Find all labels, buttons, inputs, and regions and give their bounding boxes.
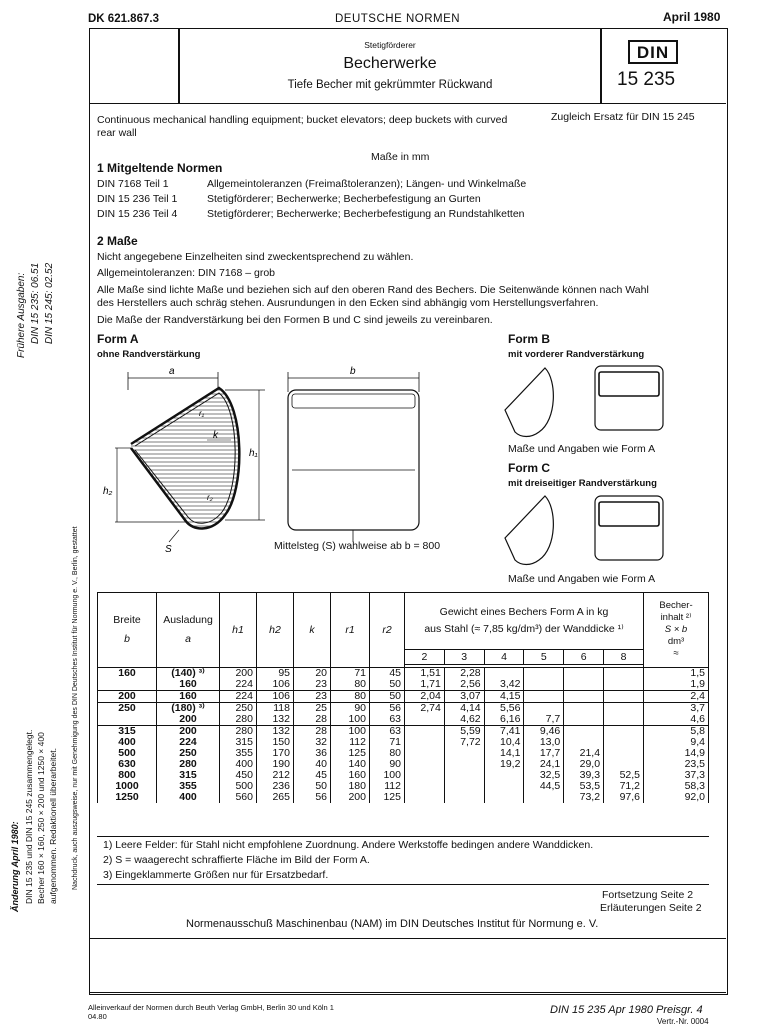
cell-r1: 140 xyxy=(331,759,370,770)
cell-weight xyxy=(604,691,644,703)
cell-b: 630 xyxy=(98,759,157,770)
cell-weight: 7,7 xyxy=(524,714,564,726)
cell-weight: 1,71 xyxy=(405,679,445,691)
cell-h1: 200 xyxy=(220,668,257,680)
cell-weight xyxy=(524,679,564,691)
cell-k: 32 xyxy=(294,737,331,748)
cell-weight xyxy=(524,691,564,703)
cell-weight xyxy=(484,792,524,803)
cell-weight: 9,46 xyxy=(524,726,564,738)
ref-1-code: DIN 7168 Teil 1 xyxy=(97,178,169,190)
col-h1: h1 xyxy=(220,593,257,668)
cell-volume: 5,8 xyxy=(644,726,709,738)
margin-fruehere-1: DIN 15 235: 06.51 xyxy=(30,262,41,344)
cell-b xyxy=(98,679,157,691)
form-a-side-view xyxy=(103,366,265,555)
cell-h2: 150 xyxy=(257,737,294,748)
cell-h1: 224 xyxy=(220,679,257,691)
cell-weight: 13,0 xyxy=(524,737,564,748)
cell-volume: 3,7 xyxy=(644,703,709,715)
col-t5: 5 xyxy=(524,650,564,665)
cell-volume: 58,3 xyxy=(644,781,709,792)
cell-weight xyxy=(444,748,484,759)
col-a-symbol: a xyxy=(185,633,191,645)
cell-weight xyxy=(405,759,445,770)
dim-h2-label: h₂ xyxy=(103,486,113,497)
cell-k: 56 xyxy=(294,792,331,803)
cell-a: 200 xyxy=(157,714,220,726)
col-gewicht-line2: aus Stahl (≈ 7,85 kg/dm³) der Wanddicke ¹⁾ xyxy=(424,623,624,635)
col-gewicht xyxy=(405,593,644,650)
header-center: DEUTSCHE NORMEN xyxy=(335,13,461,25)
cell-weight xyxy=(564,691,604,703)
cell-weight xyxy=(564,668,604,680)
cell-b: 1250 xyxy=(98,792,157,803)
cell-h1: 450 xyxy=(220,770,257,781)
form-a-label: Form A xyxy=(97,332,139,346)
din-logo-text: DIN xyxy=(636,43,670,62)
cell-h1: 355 xyxy=(220,748,257,759)
col-inhalt-4: dm³ xyxy=(667,636,685,647)
dim-b-label: b xyxy=(350,366,356,377)
cell-weight: 52,5 xyxy=(604,770,644,781)
cell-weight: 97,6 xyxy=(604,792,644,803)
cell-r1: 125 xyxy=(331,748,370,759)
cell-weight xyxy=(604,703,644,715)
section2-p1: Nicht angegebene Einzelheiten sind zweckentsprechend zu wählen. xyxy=(97,251,414,263)
col-r2: r2 xyxy=(370,593,405,668)
cell-a: 400 xyxy=(157,792,220,803)
cell-weight: 17,7 xyxy=(524,748,564,759)
cell-b: 250 xyxy=(98,703,157,715)
cell-weight xyxy=(564,679,604,691)
cell-weight xyxy=(564,726,604,738)
margin-aend-1: DIN 15 235 und DIN 15 245 zusammengelegt. xyxy=(24,729,34,904)
cell-r2: 112 xyxy=(370,781,405,792)
cell-k: 20 xyxy=(294,668,331,680)
cell-r1: 112 xyxy=(331,737,370,748)
cell-k: 23 xyxy=(294,691,331,703)
cell-r2: 80 xyxy=(370,748,405,759)
cell-volume: 37,3 xyxy=(644,770,709,781)
s-label: S xyxy=(165,544,172,555)
margin-aend-2: Becher 160 × 160, 250 × 200 und 1250 × 400 xyxy=(36,732,46,904)
section2-p2: Allgemeintoleranzen: DIN 7168 – grob xyxy=(97,267,276,279)
cell-weight: 2,56 xyxy=(444,679,484,691)
form-c-sub: mit dreiseitiger Randverstärkung xyxy=(508,478,657,489)
cell-k: 40 xyxy=(294,759,331,770)
section2-heading: 2 Maße xyxy=(97,234,138,248)
cell-r1: 80 xyxy=(331,679,370,691)
cell-k: 50 xyxy=(294,781,331,792)
col-ausladung-label: Ausladung xyxy=(163,614,213,626)
form-c-drawing xyxy=(505,496,663,565)
table-body xyxy=(98,668,709,804)
cell-a: 160 xyxy=(157,691,220,703)
cell-r2: 56 xyxy=(370,703,405,715)
cell-weight: 7,41 xyxy=(484,726,524,738)
units-note: Maße in mm xyxy=(371,151,430,163)
cell-weight: 53,5 xyxy=(564,781,604,792)
ref-2-text: Stetigförderer; Becherwerke; Becherbefestigung an Gurten xyxy=(207,193,481,205)
cell-weight xyxy=(405,748,445,759)
cell-h2: 106 xyxy=(257,691,294,703)
col-k: k xyxy=(294,593,331,668)
cell-h1: 224 xyxy=(220,691,257,703)
footnote-2: 2) S = waagerecht schraffierte Fläche im Bild der Form A. xyxy=(103,854,370,866)
col-t3: 3 xyxy=(444,650,484,665)
cell-a: 315 xyxy=(157,770,220,781)
col-inhalt-2: inhalt ²⁾ xyxy=(660,612,692,623)
page-subtitle: Tiefe Becher mit gekrümmter Rückwand xyxy=(287,79,493,91)
cell-weight xyxy=(564,714,604,726)
cell-weight xyxy=(604,668,644,680)
cell-r1: 71 xyxy=(331,668,370,680)
ref-3-code: DIN 15 236 Teil 4 xyxy=(97,208,178,220)
section2-p4: Die Maße der Randverstärkung bei den Formen B und C sind jeweils zu vereinbaren. xyxy=(97,314,493,326)
cell-volume: 9,4 xyxy=(644,737,709,748)
cell-weight xyxy=(405,792,445,803)
continuation-1: Fortsetzung Seite 2 xyxy=(602,889,694,901)
cell-weight: 10,4 xyxy=(484,737,524,748)
col-t4: 4 xyxy=(484,650,524,665)
committee: Normenausschuß Maschinenbau (NAM) im DIN Deutsches Institut für Normung e. V. xyxy=(186,918,599,930)
cell-b: 160 xyxy=(98,668,157,680)
cell-b: 200 xyxy=(98,691,157,703)
cell-volume: 1,5 xyxy=(644,668,709,680)
cell-weight: 6,16 xyxy=(484,714,524,726)
margin-aenderung: Änderung April 1980: xyxy=(10,821,20,912)
cell-r2: 90 xyxy=(370,759,405,770)
dim-h1-label: h₁ xyxy=(249,448,258,459)
cell-weight: 21,4 xyxy=(564,748,604,759)
cell-k: 28 xyxy=(294,726,331,738)
cell-r2: 100 xyxy=(370,770,405,781)
cell-weight: 5,59 xyxy=(444,726,484,738)
cell-weight: 2,74 xyxy=(405,703,445,715)
table-row xyxy=(98,792,709,803)
cell-weight xyxy=(444,792,484,803)
col-r1: r1 xyxy=(331,593,370,668)
cell-h1: 250 xyxy=(220,703,257,715)
cell-k: 45 xyxy=(294,770,331,781)
cell-r1: 90 xyxy=(331,703,370,715)
cell-h2: 132 xyxy=(257,726,294,738)
cell-weight xyxy=(444,759,484,770)
cell-weight xyxy=(524,792,564,803)
cell-b: 500 xyxy=(98,748,157,759)
cell-weight: 73,2 xyxy=(564,792,604,803)
cell-r2: 63 xyxy=(370,714,405,726)
cell-weight: 29,0 xyxy=(564,759,604,770)
cell-h2: 212 xyxy=(257,770,294,781)
cell-weight xyxy=(484,781,524,792)
cell-weight xyxy=(604,679,644,691)
table-row xyxy=(98,679,709,691)
cell-a: 280 xyxy=(157,759,220,770)
col-gewicht-line1: Gewicht eines Bechers Form A in kg xyxy=(439,606,609,618)
cell-k: 23 xyxy=(294,679,331,691)
cell-r2: 63 xyxy=(370,726,405,738)
cell-a: 224 xyxy=(157,737,220,748)
footer-left-2: 04.80 xyxy=(88,1012,107,1021)
cell-h1: 280 xyxy=(220,726,257,738)
cell-r2: 50 xyxy=(370,679,405,691)
cell-a: 160 xyxy=(157,679,220,691)
cell-b xyxy=(98,714,157,726)
cell-volume: 1,9 xyxy=(644,679,709,691)
form-c-note: Maße und Angaben wie Form A xyxy=(508,573,656,585)
section2-p3b: des Herstellers auch schräg stehen. Ausrundungen in den Ecken sind abhängig vom Herstellungsverfahren. xyxy=(97,297,599,309)
cell-a: (140) ³⁾ xyxy=(157,668,220,680)
cell-weight: 7,72 xyxy=(444,737,484,748)
cell-a: 355 xyxy=(157,781,220,792)
bucket-drawings xyxy=(95,360,715,592)
cell-volume: 4,6 xyxy=(644,714,709,726)
title-small: Stetigförderer xyxy=(364,40,416,50)
footnote-1: 1) Leere Felder: für Stahl nicht empfohlene Zuordnung. Andere Werkstoffe bedingen andere Wanddicken. xyxy=(103,839,594,851)
cell-weight: 1,51 xyxy=(405,668,445,680)
cell-h2: 265 xyxy=(257,792,294,803)
col-breite xyxy=(98,593,157,668)
din-logo xyxy=(628,40,678,64)
cell-h1: 560 xyxy=(220,792,257,803)
cell-a: (180) ³⁾ xyxy=(157,703,220,715)
dim-k-label: k xyxy=(213,430,218,441)
cell-weight: 4,15 xyxy=(484,691,524,703)
col-h2: h2 xyxy=(257,593,294,668)
cell-weight: 4,62 xyxy=(444,714,484,726)
continuation-2: Erläuterungen Seite 2 xyxy=(600,902,702,914)
dim-r1-label: r₁ xyxy=(199,409,205,418)
cell-weight xyxy=(604,748,644,759)
cell-h2: 106 xyxy=(257,679,294,691)
cell-h1: 400 xyxy=(220,759,257,770)
cell-weight: 19,2 xyxy=(484,759,524,770)
header-date: April 1980 xyxy=(663,10,721,24)
cell-h1: 280 xyxy=(220,714,257,726)
cell-weight xyxy=(405,770,445,781)
dim-r2-label: r₂ xyxy=(207,493,213,502)
cell-weight xyxy=(484,770,524,781)
cell-k: 36 xyxy=(294,748,331,759)
footer-vertr: Vertr.-Nr. 0004 xyxy=(657,1017,709,1026)
cell-weight: 3,07 xyxy=(444,691,484,703)
cell-h2: 118 xyxy=(257,703,294,715)
margin-fruehere-2: DIN 15 245: 02.52 xyxy=(44,262,55,344)
col-t6: 6 xyxy=(564,650,604,665)
section2-p3a: Alle Maße sind lichte Maße und beziehen sich auf den oberen Rand des Bechers. Die Seitenwände können nach Wahl xyxy=(97,284,649,296)
cell-h1: 500 xyxy=(220,781,257,792)
cell-b: 315 xyxy=(98,726,157,738)
footer-left-1: Alleinverkauf der Normen durch Beuth Verlag GmbH, Berlin 30 und Köln 1 xyxy=(88,1003,334,1012)
cell-h2: 132 xyxy=(257,714,294,726)
cell-weight xyxy=(604,726,644,738)
table-row xyxy=(98,714,709,726)
english-title: Continuous mechanical handling equipment; bucket elevators; deep buckets with curved rear wall xyxy=(97,114,508,139)
footnote-3: 3) Eingeklammerte Größen nur für Ersatzbedarf. xyxy=(103,869,329,881)
footer-right: DIN 15 235 Apr 1980 Preisgr. 4 xyxy=(550,1004,703,1016)
cell-weight: 3,42 xyxy=(484,679,524,691)
cell-r1: 80 xyxy=(331,691,370,703)
col-t8: 8 xyxy=(604,650,644,665)
col-breite-label: Breite xyxy=(113,614,141,626)
cell-r2: 50 xyxy=(370,691,405,703)
form-b-drawing xyxy=(505,366,663,437)
cell-a: 250 xyxy=(157,748,220,759)
cell-r2: 71 xyxy=(370,737,405,748)
mittelsteg-note: Mittelsteg (S) wahlweise ab b = 800 xyxy=(274,540,441,552)
cell-weight xyxy=(405,714,445,726)
section1-heading: 1 Mitgeltende Normen xyxy=(97,161,223,175)
margin-aend-3: aufgenommen. Redaktionell überarbeitet. xyxy=(48,748,58,904)
cell-r1: 160 xyxy=(331,770,370,781)
cell-a: 200 xyxy=(157,726,220,738)
cell-k: 28 xyxy=(294,714,331,726)
cell-weight: 71,2 xyxy=(604,781,644,792)
ref-1-text: Allgemeintoleranzen (Freimaßtoleranzen); Längen- und Winkelmaße xyxy=(207,178,527,190)
form-b-sub: mit vorderer Randverstärkung xyxy=(508,349,645,360)
cell-r2: 45 xyxy=(370,668,405,680)
cell-volume: 23,5 xyxy=(644,759,709,770)
ref-2-code: DIN 15 236 Teil 1 xyxy=(97,193,178,205)
cell-r1: 100 xyxy=(331,714,370,726)
cell-weight: 44,5 xyxy=(524,781,564,792)
cell-h2: 95 xyxy=(257,668,294,680)
cell-weight xyxy=(604,737,644,748)
col-inhalt xyxy=(644,593,709,668)
cell-k: 25 xyxy=(294,703,331,715)
form-b-label: Form B xyxy=(508,332,550,346)
cell-r2: 125 xyxy=(370,792,405,803)
dimensions-table xyxy=(97,592,709,803)
col-inhalt-1: Becher- xyxy=(659,600,693,611)
cell-weight xyxy=(405,737,445,748)
dim-a-label: a xyxy=(169,366,175,377)
cell-weight xyxy=(405,781,445,792)
cell-volume: 14,9 xyxy=(644,748,709,759)
cell-weight xyxy=(405,726,445,738)
form-c-label: Form C xyxy=(508,461,550,475)
cell-weight: 39,3 xyxy=(564,770,604,781)
cell-volume: 92,0 xyxy=(644,792,709,803)
ref-3-text: Stetigförderer; Becherwerke; Becherbefestigung an Rundstahlketten xyxy=(207,208,525,220)
col-inhalt-5: ≈ xyxy=(673,648,679,659)
margin-fruehere: Frühere Ausgaben: xyxy=(16,272,27,358)
cell-weight xyxy=(524,668,564,680)
page-title: Becherwerke xyxy=(343,55,437,72)
cell-weight xyxy=(444,770,484,781)
cell-r1: 200 xyxy=(331,792,370,803)
form-a-front-view xyxy=(288,366,419,542)
form-a-sub: ohne Randverstärkung xyxy=(97,349,201,360)
cell-b: 1000 xyxy=(98,781,157,792)
replacement-note: Zugleich Ersatz für DIN 15 245 xyxy=(551,111,695,123)
cell-r1: 100 xyxy=(331,726,370,738)
cell-weight: 2,28 xyxy=(444,668,484,680)
cell-b: 800 xyxy=(98,770,157,781)
cell-h2: 190 xyxy=(257,759,294,770)
cell-weight xyxy=(604,714,644,726)
cell-b: 400 xyxy=(98,737,157,748)
cell-weight xyxy=(564,703,604,715)
cell-weight: 24,1 xyxy=(524,759,564,770)
din-number: 15 235 xyxy=(617,69,676,90)
form-b-note: Maße und Angaben wie Form A xyxy=(508,443,656,455)
cell-weight: 2,04 xyxy=(405,691,445,703)
col-ausladung xyxy=(157,593,220,668)
dk-number: DK 621.867.3 xyxy=(88,13,159,25)
cell-h2: 170 xyxy=(257,748,294,759)
cell-weight xyxy=(444,781,484,792)
col-b-symbol: b xyxy=(124,633,130,645)
cell-weight: 32,5 xyxy=(524,770,564,781)
cell-volume: 2,4 xyxy=(644,691,709,703)
cell-weight: 14,1 xyxy=(484,748,524,759)
col-inhalt-3: S × b xyxy=(664,624,688,635)
cell-h1: 315 xyxy=(220,737,257,748)
table-row xyxy=(98,691,709,703)
col-t2: 2 xyxy=(405,650,445,665)
cell-r1: 180 xyxy=(331,781,370,792)
cell-weight: 4,14 xyxy=(444,703,484,715)
cell-h2: 236 xyxy=(257,781,294,792)
margin-nachdruck: Nachdruck, auch auszugsweise, nur mit Genehmigung des DIN Deutsches Institut für Normung e. V., Berlin, gestattet xyxy=(72,526,79,890)
cell-weight: 5,56 xyxy=(484,703,524,715)
